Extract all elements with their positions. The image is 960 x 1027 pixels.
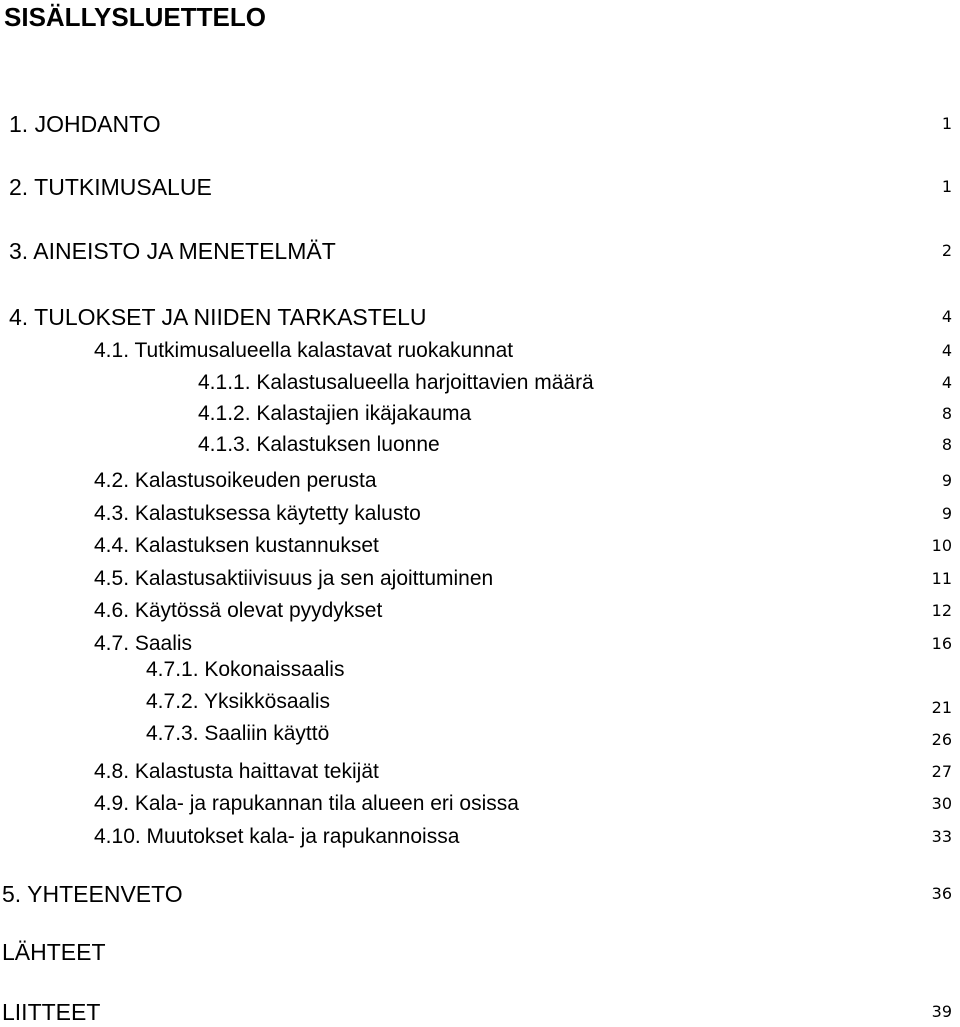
toc-entry-label: 3. AINEISTO JA MENETELMÄT	[9, 238, 336, 264]
toc-entry-label: 4.10. Muutokset kala- ja rapukannoissa	[94, 825, 460, 848]
toc-entry	[0, 466, 960, 496]
toc-entry-page: 16	[931, 634, 952, 653]
toc-entry-label: 4.6. Käytössä olevat pyydykset	[94, 599, 383, 622]
toc-entry	[0, 757, 960, 787]
toc-entry-label: 4.3. Kalastuksessa käytetty kalusto	[94, 502, 421, 525]
toc-entry-label: 4.1.2. Kalastajien ikäjakauma	[198, 402, 472, 425]
toc-entry-label: 4.9. Kala- ja rapukannan tila alueen eri osissa	[94, 792, 519, 815]
toc-entry-page: 8	[941, 435, 952, 454]
toc-entry-page: 2	[941, 241, 952, 260]
toc-entry	[0, 879, 960, 909]
toc-entry-page: 39	[931, 1002, 952, 1021]
toc-entry	[0, 172, 960, 202]
toc-entry-page: 27	[931, 762, 952, 781]
toc-entry-label: LÄHTEET	[2, 939, 106, 965]
toc-entry-page: 9	[941, 471, 952, 490]
toc-entry	[0, 789, 960, 819]
toc-entry-page: 1	[941, 114, 952, 133]
toc-entry-label: 5. YHTEENVETO	[2, 881, 183, 907]
toc-entry	[0, 997, 960, 1027]
toc-entry	[0, 336, 960, 366]
toc-entry	[0, 236, 960, 266]
toc-entry	[0, 531, 960, 561]
toc-entry	[0, 430, 960, 460]
toc-entry-page: 4	[941, 307, 952, 326]
toc-entry	[0, 719, 960, 749]
toc-entry-label: 4.1.3. Kalastuksen luonne	[198, 433, 440, 456]
toc-entry-page: 4	[941, 373, 952, 392]
toc-entry	[0, 368, 960, 398]
toc-entry-label: 4. TULOKSET JA NIIDEN TARKASTELU	[9, 304, 427, 330]
toc-entry	[0, 596, 960, 626]
toc-entry-label: 4.2. Kalastusoikeuden perusta	[94, 469, 377, 492]
toc-entry-label: 4.7.1. Kokonaissaalis	[146, 658, 345, 681]
toc-entry-page: 10	[931, 536, 952, 555]
toc-entry-label: 4.4. Kalastuksen kustannukset	[94, 534, 379, 557]
toc-entry	[0, 302, 960, 332]
toc-entry	[0, 109, 960, 139]
toc-entry-label: 4.7. Saalis	[94, 632, 193, 655]
toc-entry	[0, 399, 960, 429]
toc-entry-page: 21	[931, 698, 952, 717]
toc-entry-page: 26	[931, 730, 952, 749]
toc-entry-label: 4.7.3. Saaliin käyttö	[146, 722, 330, 745]
toc-entry-label: 4.1. Tutkimusalueella kalastavat ruokakunnat	[94, 339, 514, 362]
toc-entry-page: 1	[941, 177, 952, 196]
toc-entry	[0, 499, 960, 529]
page-title: SISÄLLYSLUETTELO	[4, 2, 266, 32]
toc-entry-label: 4.5. Kalastusaktiivisuus ja sen ajoittuminen	[94, 567, 494, 590]
toc-entry-label: LIITTEET	[2, 999, 101, 1025]
toc-entry-page: 9	[941, 504, 952, 523]
toc-entry-page: 33	[931, 827, 952, 846]
toc-entry-page: 4	[941, 341, 952, 360]
toc-entry-label: 4.8. Kalastusta haittavat tekijät	[94, 760, 379, 783]
toc-entry-page: 12	[931, 601, 952, 620]
toc-entry	[0, 822, 960, 852]
toc-entry	[0, 687, 960, 717]
toc-entry-page: 11	[931, 569, 952, 588]
toc-entry-label: 4.1.1. Kalastusalueella harjoittavien määrä	[198, 371, 594, 394]
toc-entry-label: 1. JOHDANTO	[9, 111, 161, 137]
toc-entry-label: 2. TUTKIMUSALUE	[9, 174, 212, 200]
toc-entry	[0, 655, 960, 685]
toc-entry-page: 8	[941, 404, 952, 423]
toc-entry-page: 30	[931, 794, 952, 813]
toc-entry	[0, 937, 960, 967]
toc-entry	[0, 564, 960, 594]
toc-entry-label: 4.7.2. Yksikkösaalis	[146, 690, 331, 713]
toc-entry-page: 36	[931, 884, 952, 903]
